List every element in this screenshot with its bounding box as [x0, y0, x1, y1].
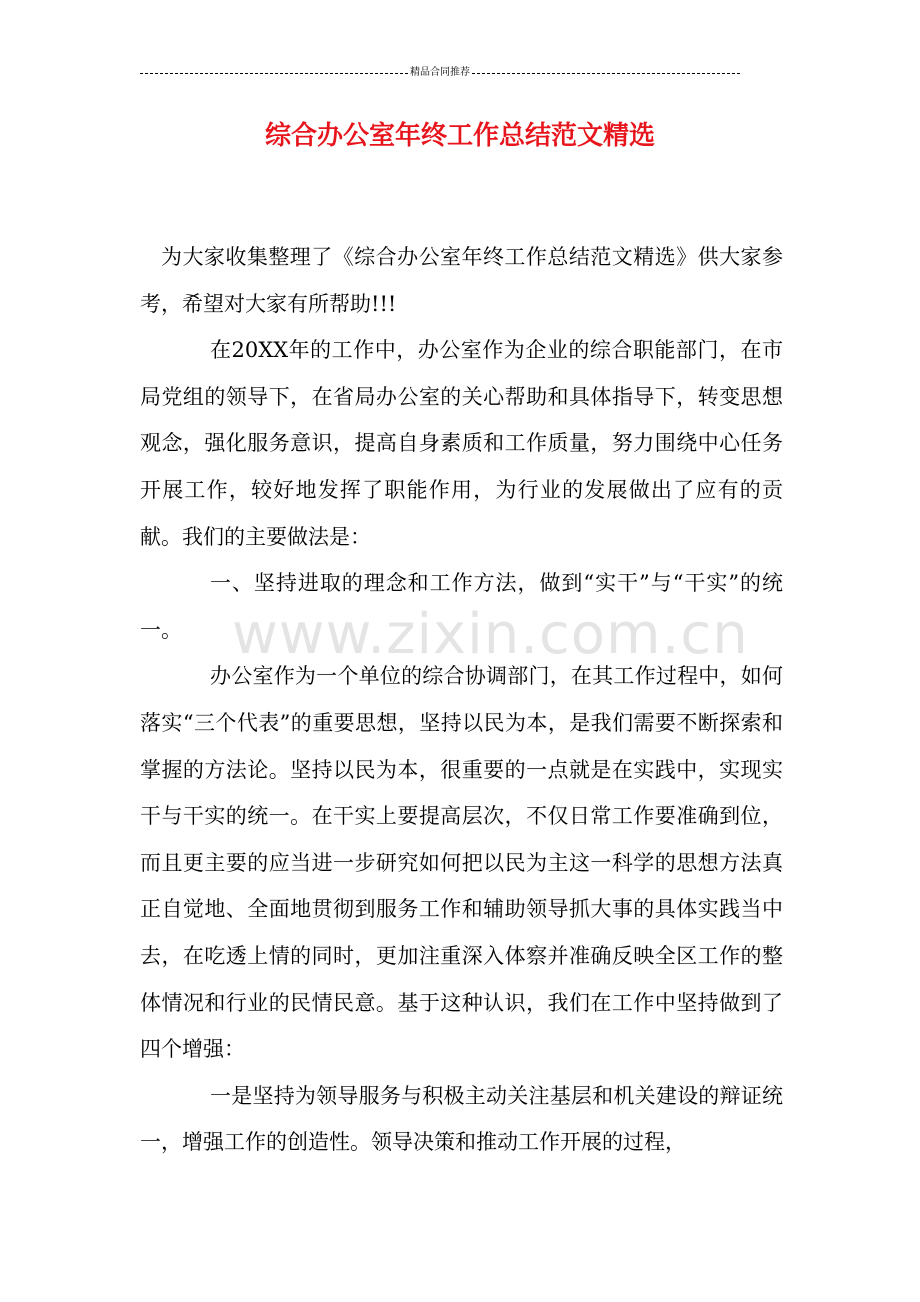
- header-label: 精品合同推荐: [410, 67, 470, 78]
- watermark: www.zixin.com.cn: [232, 602, 749, 667]
- paragraph-overview: 在20XX年的工作中，办公室作为企业的综合职能部门，在市局党组的领导下，在省局办公室的关心帮助和具体指导下，转变思想观念，强化服务意识，提高自身素质和工作质量，努力围绕中心任务开展工作，较好地发挥了职能作用，为行业的发展做出了应有的贡献。我们的主要做法是：: [140, 338, 783, 549]
- header-dash-left: [140, 73, 408, 74]
- paragraph-section-heading: 一、坚持进取的理念和工作方法，做到“实干”与“干实”的统一。: [140, 571, 783, 642]
- page-header: [140, 66, 740, 80]
- paragraph-body: 办公室作为一个单位的综合协调部门，在其工作过程中，如何落实“三个代表”的重要思想，坚持以民为本，是我们需要不断探索和掌握的方法论。坚持以民为本，很重要的一点就是在实践中，实现实干与干实的统一。在干实上要提高层次，不仅日常工作要准确到位，而且更主要的应当进一步研究如何把以民为主这一科学的思想方法真正自觉地、全面地贯彻到服务工作和辅助领导抓大事的具体实践当中去，在吃透上情的同时，更加注重深入体察并准确反映全区工作的整体情况和行业的民情民意。基于这种认识，我们在工作中坚持做到了四个增强：: [140, 664, 783, 1062]
- paragraph-point-one: 一是坚持为领导服务与积极主动关注基层和机关建设的辩证统一，增强工作的创造性。领导决策和推动工作开展的过程，: [140, 1083, 783, 1155]
- header-dash-right: [472, 73, 740, 74]
- document-body: [140, 234, 783, 1166]
- paragraph-intro: 为大家收集整理了《综合办公室年终工作总结范文精选》供大家参考，希望对大家有所帮助!!!: [140, 245, 783, 316]
- document-title: 综合办公室年终工作总结范文精选: [264, 121, 655, 151]
